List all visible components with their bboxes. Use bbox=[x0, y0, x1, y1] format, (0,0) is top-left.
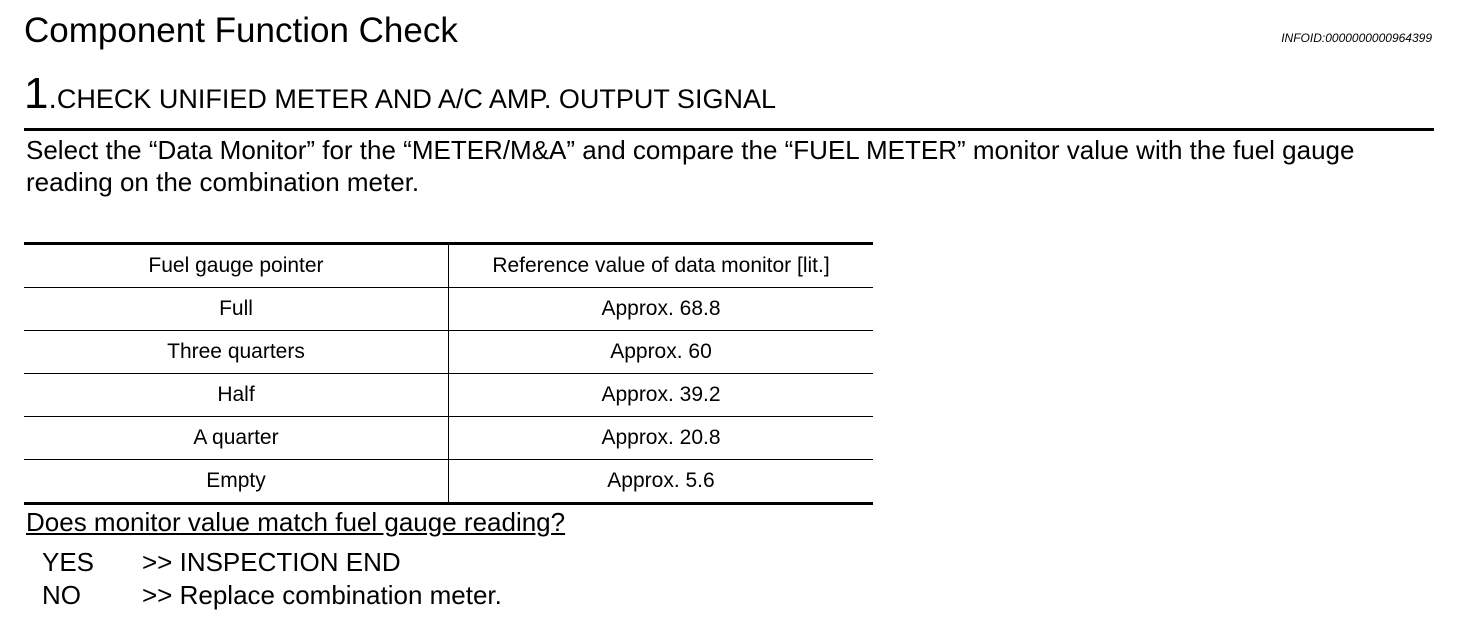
reference-value-cell: Approx. 39.2 bbox=[449, 374, 874, 417]
step-instruction: Select the “Data Monitor” for the “METER/M&A” and compare the “FUEL METER” monitor value with the fuel gauge reading on the combination meter. bbox=[26, 135, 1355, 197]
answer-no bbox=[42, 580, 502, 611]
answer-text: >> Replace combination meter. bbox=[142, 580, 502, 610]
reference-value-cell: Approx. 60 bbox=[449, 331, 874, 374]
reference-value-cell: Approx. 68.8 bbox=[449, 288, 874, 331]
gauge-pointer-cell: Three quarters bbox=[24, 331, 449, 374]
check-question: Does monitor value match fuel gauge reading? bbox=[26, 507, 566, 537]
table-row bbox=[24, 460, 873, 504]
answer-yes bbox=[42, 547, 401, 578]
step-number: 1 bbox=[24, 69, 49, 118]
table-row bbox=[24, 374, 873, 417]
gauge-pointer-cell: Full bbox=[24, 288, 449, 331]
table-row bbox=[24, 288, 873, 331]
step-heading bbox=[24, 68, 776, 120]
reference-value-cell: Approx. 20.8 bbox=[449, 417, 874, 460]
page-title: Component Function Check bbox=[24, 11, 458, 50]
step-number-dot: . bbox=[48, 82, 57, 115]
table-row bbox=[24, 417, 873, 460]
gauge-pointer-cell: Empty bbox=[24, 460, 449, 504]
answer-text: >> INSPECTION END bbox=[142, 547, 401, 577]
answer-key: YES bbox=[42, 547, 95, 577]
table-row bbox=[24, 331, 873, 374]
reference-value-cell: Approx. 5.6 bbox=[607, 469, 715, 492]
column-header-reference-value: Reference value of data monitor [lit.] bbox=[449, 244, 874, 288]
step-divider bbox=[24, 128, 1434, 131]
table-header-row bbox=[24, 244, 873, 288]
reference-table bbox=[24, 242, 873, 505]
answer-key: NO bbox=[42, 580, 81, 610]
gauge-pointer-cell: Half bbox=[24, 374, 449, 417]
gauge-pointer-cell: A quarter bbox=[24, 417, 449, 460]
info-id: INFOID:0000000000964399 bbox=[1281, 31, 1432, 45]
step-title: CHECK UNIFIED METER AND A/C AMP. OUTPUT SIGNAL bbox=[56, 84, 776, 114]
column-header-fuel-gauge-pointer: Fuel gauge pointer bbox=[24, 244, 449, 288]
